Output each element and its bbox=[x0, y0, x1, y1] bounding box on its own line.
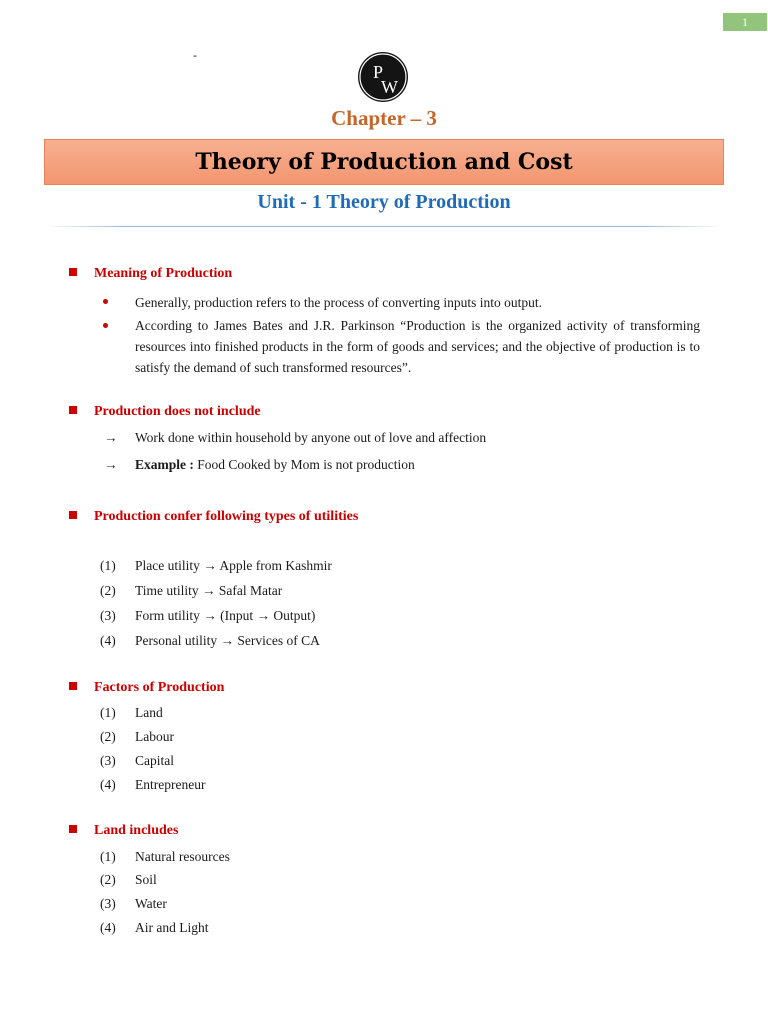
logo-letter-w: W bbox=[381, 77, 398, 97]
list-item: (2) Labour bbox=[100, 729, 174, 744]
example-line bbox=[135, 457, 415, 473]
unit-title: Unit - 1 Theory of Production bbox=[257, 191, 511, 213]
list-item: (3) Form utility → (Input → Output) bbox=[100, 608, 316, 623]
divider bbox=[44, 226, 724, 227]
square-bullet-icon bbox=[69, 268, 77, 276]
list-item: (3) Water bbox=[100, 896, 167, 911]
section-heading-not-include: Production does not include bbox=[69, 404, 261, 420]
paragraph: Generally, production refers to the process of converting inputs into output. bbox=[135, 295, 543, 310]
list-item: (3) Capital bbox=[100, 753, 174, 768]
list-item: (1) Land bbox=[100, 705, 163, 720]
title-banner bbox=[44, 139, 724, 185]
list-item: (1) Place utility → Apple from Kashmir bbox=[100, 558, 332, 573]
paragraph: According to James Bates and J.R. Parkinson “Production is the organized activity of transforming resources into finished products in the form of goods and services; and the objective of production is to satisfy the demand of such transformed resources”. bbox=[135, 318, 700, 375]
chapter-label: Chapter – 3 bbox=[331, 106, 437, 130]
list-item: (1) Natural resources bbox=[100, 849, 230, 864]
list-item: (4) Personal utility → Services of CA bbox=[100, 633, 320, 648]
section-heading-factors: Factors of Production bbox=[69, 680, 224, 696]
stray-dash-mark: - bbox=[193, 48, 197, 62]
list-item: (2) Time utility → Safal Matar bbox=[100, 583, 283, 598]
bullet-dot-icon bbox=[103, 299, 108, 304]
arrow-icon: → bbox=[104, 430, 118, 445]
arrow-icon: → bbox=[104, 457, 118, 472]
logo-letter-p: P bbox=[373, 62, 384, 82]
list-item: Work done within household by anyone out of love and affection bbox=[135, 430, 487, 445]
example-label: Example : bbox=[135, 457, 194, 472]
section-heading-meaning: Meaning of Production bbox=[69, 266, 232, 282]
square-bullet-icon bbox=[69, 682, 77, 690]
page-title: Theory of Production and Cost bbox=[195, 149, 573, 175]
list-item: (4) Air and Light bbox=[100, 920, 209, 935]
pw-logo bbox=[358, 52, 408, 102]
section-heading-land: Land includes bbox=[69, 823, 178, 839]
example-text: Food Cooked by Mom is not production bbox=[193, 457, 415, 472]
list-item: (4) Entrepreneur bbox=[100, 777, 206, 792]
section-heading-utilities: Production confer following types of utilities bbox=[69, 509, 358, 525]
bullet-dot-icon bbox=[103, 323, 108, 328]
list-item: (2) Soil bbox=[100, 872, 157, 887]
square-bullet-icon bbox=[69, 825, 77, 833]
page-number-badge: 1 bbox=[723, 13, 767, 31]
square-bullet-icon bbox=[69, 511, 77, 519]
square-bullet-icon bbox=[69, 406, 77, 414]
